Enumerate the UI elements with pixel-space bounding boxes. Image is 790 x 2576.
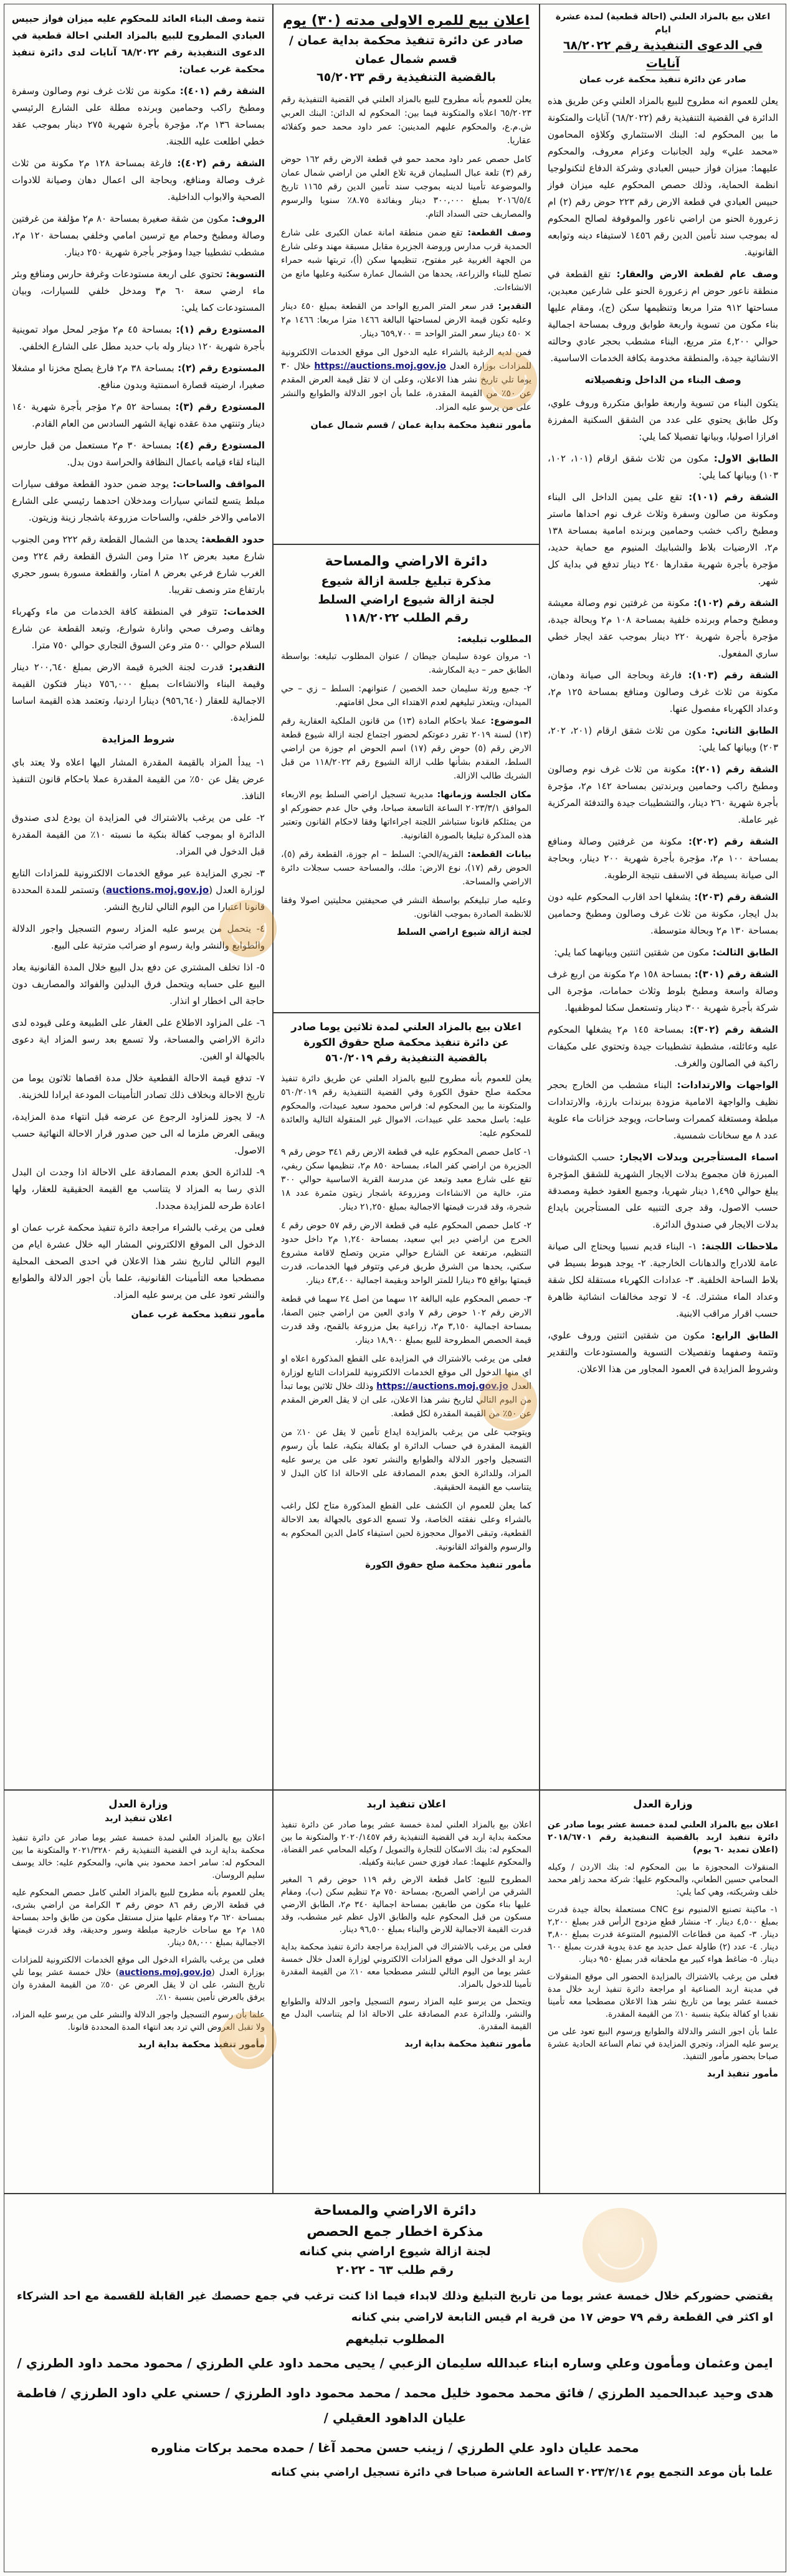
- department-name: دائرة الاراضي والمساحة: [313, 2203, 477, 2218]
- paragraph-lead: اسماء المستأجرين وبدلات الايجار:: [615, 1151, 778, 1163]
- notify-label: المطلوب تبليغه:: [457, 633, 531, 645]
- notice-paragraph: وصف عام لقطعة الارض والعقار: تقع القطعة في منطقة ناعور حوض ام زعرورة الحنو على شارعين معبدين، مساحتها ٩١٢ مترا مربعا وتنظيمها سكن (ج)، ومقام عليها بناء مكون من تسوية واربعة طوابق وروف بمساحة اجمالية حوالي ٤,٢٠٠ متر مربع، البناء مشطب بحجر عادي وحالته الانشائية جيدة، والمنطقة مخدومة بكافة الخدمات الاساسية.: [548, 268, 778, 364]
- notice-paragraph: يعلن للعموم بأنه مطروح للبيع بالمزاد العلني عن طريق دائرة تنفيذ محكمة صلح حقوق الكورة وفي القضية التنفيذية رقم ٥٦٠/٢٠١٩ والمتكونة ما بين المحكوم له: فراس محمود سعيد عبيدات، والمحكوم عليه: باسل محمد علي عبيدات، الاموال غير المنقولة التالية والعائدة للمحكوم عليه:: [281, 1074, 531, 1139]
- notice-paragraph: المطروح للبيع: كامل قطعة الارض رقم ١١٩ حوض رقم ٦ المغير الشرقي من اراضي الصريح، بمساحة ٧٥٠ م٢ تنظيم سكن (ب)، ومقام عليها بناء مكون من طابقين بمساحة اجمالية ٣٤٠ م٢، الطابق الارضي مسكون من قبل المحكوم عليه والطابق الاول عظم غير مشطب، وقد قدرت القيمة الاجمالية للارض والبناء بمبلغ ٩٦,٥٠٠ دينار.: [281, 1874, 531, 1934]
- notice-paragraph: ١- يبدأ المزاد بالقيمة المقدرة المشار اليها اعلاه ولا يعتد باي عرض يقل عن ٥٠٪ من القيمة المقدرة عملا باحكام قانون التنفيذ النافذ.: [12, 757, 265, 802]
- notice-title-line: اعلان بيع بالمزاد العلني لمدة ثلاثين يوما صادر: [291, 1021, 521, 1033]
- paragraph-lead: ملاحظات اللجنة:: [697, 1240, 778, 1252]
- notice-paragraph: اعلان بيع بالمزاد العلني لمدة خمسة عشر يوما صادر عن دائرة تنفيذ محكمة بداية اربد في القضية التنفيذية رقم ٢٠٢٠/١٤٥٧ والمتكونة ما بين المحكوم له: بنك الاسكان للتجارة والتمويل / وكيله المحامي عمر القضاة، والمحكوم عليهما: عماد فوزي حسن عبابنة وكفيله.: [281, 1819, 531, 1867]
- paragraph-lead: مكان الجلسة وزمانها:: [433, 790, 531, 800]
- notice-paragraph: الواجهات والارتدادات: البناء مشطب من الخارج بحجر نظيف والواجهة الامامية مزودة ببرندات بارزة، والارتدادات مبلطة ومستغلة كممرات وساحات، ويوجد خزانات ماء علوية عدد ٨ مع سخانات شمسية.: [548, 1079, 778, 1141]
- notice-paragraph: الشقة رقم (٢٠١): مكونة من ثلاث غرف نوم وصالون ومطبخ راكب وحمامين وبرندتين بمساحة ١٤٢ م٢، مؤجرة بأجرة شهرية ٢٦٠ دينار، والتشطيبات جيدة والتدفئة المركزية غير عاملة.: [548, 763, 779, 825]
- notice-paragraph: فمن لديه الرغبة بالشراء عليه الدخول الى موقع الخدمات الالكترونية للمزادات بوزارة العدل https://auctions.moj.gov.jo خلال ٣٠ يوما تلي تاريخ نشر هذا الاعلان، وعلى ان لا تقل قيمة العرض المقدم عن ٥٠٪ من القيمة المقدرة، علما بأن اجور الدلالة والطوابع والنشر على من يرسو عليه المزاد.: [281, 348, 531, 413]
- notice-paragraph: الشقة رقم (١٠٢): مكونة من غرفتين نوم وصالة معيشة ومطبخ وحمام وبرنده خلفية بمساحة ١٠٨ م٢ وبحالة جيدة، مؤجرة بأجرة شهرية ٢٢٠ دينار بموجب عقد ايجار خطي ساري المفعول.: [548, 597, 779, 659]
- notice-paragraph: الشقة رقم (٣٠٢): بمساحة ١٤٥ م٢ يشغلها المحكوم عليه وعائلته، مشطبة تشطيبات جيدة وتحتوي على مكيفات راكبة في الصالون والغرف.: [548, 1023, 778, 1069]
- paragraph-lead: الروف:: [228, 213, 265, 224]
- notice-paragraph: علما بأن رسوم التسجيل واجور الدلالة والنشر على من يرسو عليه المزاد، ولا تقبل العروض التي ترد بعد انتهاء المدة المحددة قانونا.: [12, 2009, 265, 2032]
- notice-body: [281, 1072, 531, 1554]
- notice-paragraph: الروف: مكون من شقة صغيرة بمساحة ٨٠ م٢ مؤلفة من غرفتين وصالة ومطبخ وحمام مع ترسين امامي وخلفي بمساحة ١٢٠ م٢، مشطب تشطيبا جيدا ومؤجر بأجرة شهرية ٢٥٠ دينار.: [12, 213, 265, 258]
- name-line: ايمن وعثمان ومأمون وعلي وساره ابناء عبدالله سليمان الزعبي / يحيى محمد داود علي الطرزي / محمود محمد داود الطرزي /: [17, 2355, 773, 2370]
- notice-paragraph: اسماء المستأجرين وبدلات الايجار: حسب الكشوفات المبرزة فان مجموع بدلات الايجار الشهرية للشقق المؤجرة يبلغ حوالي ١,٤٩٥ دينار شهريا، وجميع العقود خطية ومصدقة حسب الاصول، وقد جرى التنبيه على المستأجرين بايداع بدلات الايجار في صندوق الدائرة.: [548, 1151, 778, 1230]
- notice-header: [12, 2200, 778, 2280]
- notice-issuer: صادر عن دائرة تنفيذ محكمة غرب عمان: [579, 74, 746, 85]
- notice-paragraph: ٨- لا يجوز للمزاود الرجوع عن عرضه قبل انتهاء مدة المزايدة، ويبقى العرض ملزما له الى حين صدور قرار الاحالة النهائية حسب الاصول.: [12, 1111, 265, 1156]
- notice-west-amman-continuation: [4, 4, 273, 1790]
- paragraph-lead: الطابق الاول:: [708, 452, 778, 464]
- notice-type: اعلان تنفيذ اربد: [366, 1798, 446, 1810]
- notice-paragraph: ٢- على من يرغب بالاشتراك في المزايدة ان يودع لدى صندوق الدائرة او بموجب كفالة بنكية ما نسبته ١٠٪ من القيمة المقدرة قبل الدخول في المزاد.: [12, 812, 265, 857]
- notice-paragraph: بيانات القطعة: القرية/الحي: السلط – ام جوزة، القطعة رقم (٥)، الحوض رقم (١٧)، نوع الارض: ملك، والمساحة حسب سجلات دائرة الاراضي والمساحة.: [281, 850, 531, 888]
- notice-paragraph: الخدمات: تتوفر في المنطقة كافة الخدمات من ماء وكهرباء وهاتف وصرف صحي وانارة شوارع، وتبعد القطعة عن شارع السلام حوالي ٥٠٠ متر وعن السوق التجاري حوالي ٧٥٠ مترا.: [12, 606, 265, 651]
- notice-justice-irbid-3: [540, 1790, 786, 2194]
- auction-site-link[interactable]: https://auctions.moj.gov.jo: [314, 361, 447, 372]
- paragraph-lead: الشقة رقم (١٠٣):: [682, 669, 779, 681]
- notice-north-amman-auction: [273, 4, 540, 544]
- notice-paragraph: الشقة رقم (٢٠٢): مكونة من غرفتين وصالة ومنافع بمساحة ١٠٠ م٢، مؤجرة بأجرة شهرية ٢٠٠ دينار، وبحاجة الى صيانة بسيطة في الاسقف نتيجة الرطوبة.: [548, 835, 779, 881]
- name-line: محمد عليان داود علي الطرزي / زينب حسن محمد آغا / حمده محمد بركات مناوره: [151, 2440, 639, 2455]
- auction-site-link[interactable]: auctions.moj.gov.jo: [118, 1967, 212, 1977]
- notice-salt-partition-session: [273, 544, 540, 1013]
- paragraph-lead: الشقة رقم (٣٠١):: [691, 968, 778, 980]
- notice-case-number: بالقضية التنفيذية رقم ٥٦٠/٢٠١٩: [325, 1051, 488, 1064]
- paragraph-lead: الشقة رقم (٢٠١):: [686, 763, 779, 775]
- notice-bani-kinana-shares: [4, 2194, 786, 2572]
- notice-header: [281, 1797, 531, 1812]
- notice-justice-irbid-2: [273, 1790, 540, 2194]
- notice-paragraph: وصف القطعة: تقع ضمن منطقة امانة عمان الكبرى على شارع الحمدية قرب مدارس وروضة الجزيرة مقابل مسبقة مهند وعلى شارع من الجهة الغربية غير مفتوح، تنظيمها سكن (أ)، تربتها شبه حمراء تصلح للبناء والزراعة، يحدها من الشمال عمارة سكنية وعليها مانع من الانشاءات.: [281, 228, 531, 293]
- notice-title-line: اعلان بيع للمره الاولى مدته (٣٠) يوم: [282, 13, 530, 29]
- notice-paragraph: تتمة وصف البناء العائد للمحكوم عليه ميزان فواز حبيس العبادي المطروح للبيع بالمزاد العلني احالة قطعية في الدعوى التنفيذية رقم ٦٨/٢٠٢٢ آنايات لدى دائرة تنفيذ محكمة غرب عمان:: [12, 13, 265, 75]
- notice-paragraph: وعليه صار تبليغكم بواسطة النشر في صحيفتين محليتين اصولا وفقا للانظمة الصادرة بموجب القانون.: [281, 896, 531, 920]
- notice-paragraph: التسوية: تحتوي على اربعة مستودعات وغرفة حارس ومنافع وبئر ماء ارضي سعة ٦٠ م٣ ومدخل خلفي للسيارات، وبيان المستودعات كما يلي:: [12, 268, 265, 313]
- paragraph-lead: المستودع رقم (٤):: [171, 440, 265, 451]
- paragraph-lead: الشقة رقم (٤٠١):: [176, 85, 265, 97]
- auction-site-link[interactable]: https://auctions.moj.gov.jo: [376, 1381, 508, 1392]
- signature: مأمور تنفيذ محكمة بداية عمان / قسم شمال عمان: [310, 420, 531, 431]
- notice-intro: يقتضي حضوركم خلال خمسة عشر يوما من تاريخ التبليغ وذلك لابداء فيما اذا كنت ترغب في جمع حصصك غير القابلة للقسمة مع احد الشركاء او اكثر في القطعة رقم ٧٩ حوض ١٧ من قرية ام قيس التابعة لاراضي بني كنانه: [17, 2290, 773, 2324]
- paragraph-lead: المستودع رقم (٣):: [171, 401, 265, 412]
- notice-paragraph: الطابق الثاني: مكون من ثلاث شقق ارقام (٢٠١، ٢٠٢، ٢٠٣) وبيانها كما يلي:: [548, 724, 779, 753]
- ministry-name: وزارة العدل: [633, 1798, 693, 1810]
- notice-paragraph: فعلى من يرغب بالشراء مراجعة دائرة تنفيذ محكمة غرب عمان او الدخول الى الموقع الالكتروني المشار اليه خلال عشرة ايام من اليوم التالي لتاريخ نشر هذا الاعلان في احدى الصحف المحلية مصطحبا معه التأمينات القانونية، علما بأن اجور الدلالة والطوابع والنشر تعود على من يرسو عليه المزاد.: [12, 1222, 265, 1300]
- notice-paragraph: ٩- للدائرة الحق بعدم المصادقة على الاحالة اذا وجدت ان البدل الذي رسا به المزاد لا يتناسب مع القيمة الحقيقية للعقار، ولها اعادة طرحه للمزايدة مجددا.: [12, 1167, 265, 1211]
- name-line: هدى وحيد عبدالحميد الطرزي / فائق محمد محمود خليل محمد / محمد محمود داود الطرزي / حسني علي داود الطرزي / فاطمة عليان الداهود العقيلي /: [16, 2385, 774, 2425]
- notice-paragraph: ٣- تجري المزايدة عبر موقع الخدمات الالكترونية للمزادات التابع لوزارة العدل (auctions.moj.gov.jo) وتستمر للمدة المحددة قانونا اعتبارا من اليوم التالي لتاريخ النشر.: [12, 868, 265, 912]
- notice-paragraph: فعلى من يرغب بالاشتراك في المزايدة مراجعة دائرة تنفيذ محكمة بداية اربد او الدخول الى موقع المزادات الالكتروني لوزارة العدل خلال خمسة عشر يوما من اليوم التالي للنشر مصطحبا معه ١٠٪ من القيمة المقدرة تأمينا للدخول بالمزاد.: [281, 1941, 531, 1989]
- paragraph-lead: المواقف والساحات:: [168, 478, 265, 490]
- notice-type: مذكرة تبليغ جلسة ازالة شيوع: [321, 574, 492, 589]
- notice-paragraph: ويتحمل من يرسو عليه المزاد رسوم التسجيل واجور الدلالة والطوابع والنشر، وللدائرة عدم المصادقة على الاحالة اذا لم يتناسب البدل مع القيمة المقدرة.: [281, 1996, 531, 2032]
- notice-paragraph: يعلن للعموم بأنه مطروح للبيع بالمزاد العلني في القضية التنفيذية رقم ٦٥/٢٠٢٣ اعلاه والمتكونة فيما بين: المحكوم له الدائن: البنك العربي ش.م.ع، والمحكوم عليهم المدينين: عمر داود محمد حمو وكفلائه عقاريا.: [281, 95, 531, 146]
- notice-paragraph: المستودع رقم (٤): بمساحة ٣٠ م٢ مستعمل من قبل حارس البناء لقاء قيامه باعمال النظافة والحراسة دون بدل.: [12, 440, 265, 468]
- paragraph-lead: وصف عام لقطعة الارض والعقار:: [611, 268, 778, 280]
- ministry-name: وزارة العدل: [108, 1798, 168, 1810]
- paragraph-lead: الطابق الثاني:: [706, 724, 779, 736]
- notice-header: [548, 1797, 778, 1812]
- paragraph-lead: وصف القطعة:: [462, 228, 531, 239]
- notice-paragraph: ٢- كامل حصص المحكوم عليه في قطعة الارض رقم ٥٧ حوض رقم ٤ الحرج من اراضي دير ابي سعيد، بمساحة ١,٢٤٠ م٢ داخل حدود التنظيم، مرتفعة عن الشارع حوالي مترين وتصلح لاقامة مشروع سكني، يحدها من الشرق طريق فرعي وتتوفر فيها الخدمات، قدرت قيمتها بواقع ٣٥ دينارا للمتر الواحد وبقيمة اجمالية ٤٣,٤٠٠ دينار.: [281, 1221, 532, 1286]
- paragraph-lead: الشقة رقم (٢٠٣):: [690, 891, 778, 902]
- notify-subhead: المطلوب تبليغهم: [345, 2332, 445, 2347]
- notice-paragraph: فعلى من يرغب بالاشتراك في المزايدة على القطع المذكورة اعلاه او اي منها الدخول الى موقع الخدمات الالكترونية للمزادات التابع لوزارة العدل https://auctions.moj.gov.jo وذلك خلال ثلاثين يوما تبدأ من اليوم التالي لتاريخ نشر هذا الاعلان، على ان لا يقل العرض المقدم عن ٥٠٪ من القيمة المقدرة لكل قطعة.: [281, 1354, 531, 1419]
- meeting-date-line: علما بأن موعد التجمع يوم ٢٠٢٣/٢/١٤ الساعة العاشرة صباحا في دائرة تسجيل اراضي بني كنانه: [270, 2466, 773, 2479]
- paragraph-lead: بيانات القطعة:: [463, 850, 531, 860]
- notice-paragraph: الشقة رقم (١٠١): تقع على يمين الداخل الى البناء ومكونة من صالون وسفرة وثلاث غرف نوم احداها ماستر ومطبخ راكب خشب وحمامين وبرنده امامية بمساحة ١٣٨ م٢، الارضيات بلاط والشبابيك المنيوم مع حماية حديد، مؤجرة بأجرة شهرية مقدارها ٢٤٠ دينار تدفع في بداية كل شهر.: [548, 491, 779, 587]
- notice-paragraph: التقدير: قدرت لجنة الخبرة قيمة الارض بمبلغ ٢٠٠,٦٤٠ دينار وقيمة البناء والانشاءات بمبلغ ٧٥٦,٠٠٠ دينار فتكون القيمة الاجمالية للعقار (٩٥٦,٦٤٠) دينارا اردنيا، وتعتمد هذه القيمة اساسا للمزايدة.: [12, 661, 265, 723]
- notice-header: [12, 1797, 265, 1825]
- notice-body: [12, 1832, 265, 2034]
- notice-paragraph: الطابق الاول: مكون من ثلاث شقق ارقام (١٠١، ١٠٢، ١٠٣) وبيانها كما يلي:: [548, 452, 778, 481]
- paragraph-lead: التقدير:: [223, 661, 265, 673]
- notice-paragraph: ١- ماكينة تصنيع الالمنيوم نوع CNC مستعملة بحالة جيدة قدرت بمبلغ ٤,٥٠٠ دينار. ٢- منشار قطع مزدوج الرأس قدر بمبلغ ٢,٢٠٠ دينار. ٣- كمية من قطاعات الالمنيوم المتنوعة قدرت بمبلغ ٣,٨٠٠ دينار. ٤- عدد (٢) طاولة عمل حديد مع عدة يدوية قدرت بمبلغ ٦٠٠ دينار. ٥- ضاغط هواء كبير مع ملحقاته قدر بمبلغ ٩٥٠ دينار.: [548, 1904, 779, 1964]
- paragraph-lead: الشقة رقم (٣٠٢):: [683, 1023, 778, 1035]
- request-number: رقم الطلب ١١٨/٢٠٢٢: [344, 610, 469, 625]
- paragraph-lead: الشقة رقم (١٠١):: [682, 491, 778, 503]
- notice-header: [281, 1020, 531, 1066]
- paragraph-lead: التسوية:: [222, 268, 265, 280]
- notice-paragraph: الشقة رقم (١٠٣): فارغة وبحاجة الى صيانة ودهان، مكونة من ثلاث غرف وصالون ومنافع بمساحة ١٢٥ م٢، وعداد الكهرباء مفصول عنها.: [548, 669, 779, 714]
- signature: مأمور تنفيذ محكمة غرب عمان: [131, 1310, 265, 1320]
- notice-paragraph: المستودع رقم (٢): بمساحة ٣٨ م٢ فارغ يصلح مخزنا او مشغلا صغيرا، ارضيته قصارة اسمنتية وبدون منافع.: [12, 362, 265, 391]
- notice-paragraph: الموضوع: عملا باحكام المادة (١٣) من قانون الملكية العقارية رقم (١٣) لسنة ٢٠١٩ تقرر دعوتكم لحضور اجتماع لجنة ازالة شيوع قطعة الارض رقم (٥) حوض رقم (١٧) اسم الحوض ام جوزة من اراضي السلط، المقدم بشأنها طلب ازالة الشيوع رقم ١١٨/٢٠٢٢ من قبل الشريك طالب الازالة.: [281, 716, 532, 782]
- notice-paragraph: ٦- على المزاود الاطلاع على العقار على الطبيعة وعلى قيوده لدى دائرة الاراضي والمساحة، ولا تسمع بعد رسو المزاد اية دعوى بالجهالة او الغبن.: [12, 1017, 265, 1062]
- paragraph-lead: المستودع رقم (٢):: [174, 362, 265, 374]
- notice-paragraph: اعلان بيع بالمزاد العلني لمدة خمسة عشر يوما صادر عن دائرة تنفيذ محكمة بداية اربد في القضية التنفيذية رقم ٢٠٢١/٣٢٨٠ والمتكونة ما بين المحكوم له: سامر احمد محمود بني هاني، والمحكوم عليه: خالد يوسف سليم الروسان.: [12, 1832, 265, 1880]
- notice-paragraph: كما يعلن للعموم ان الكشف على القطع المذكورة متاح لكل راغب بالشراء وعلى نفقته الخاصة، ولا تسمع الدعوى بالجهالة بعد الاحالة القطعية، وتبقى الاموال محجوزة لحين استيفاء كامل الدين المحكوم به والرسوم والفوائد القانونية.: [281, 1501, 531, 1553]
- notice-justice-irbid-1: [4, 1790, 273, 2194]
- notice-paragraph: ٣- حصص المحكوم عليه البالغة ١٢ سهما من اصل ٢٤ سهما في قطعة الارض رقم ١٠٢ حوض رقم ٧ وادي العين من اراضي جنين الصفا، بمساحة اجمالية ٣,١٥٠ م٢، زراعية بعل مزروعة بالقمح، وقد قدرت قيمة الحصص المطروحة للبيع بمبلغ ١٨,٩٠٠ دينار.: [281, 1294, 532, 1346]
- notice-type: مذكرة اخطار جمع الحصص: [307, 2224, 483, 2240]
- paragraph-lead: الشقة رقم (٤٠٢):: [171, 158, 265, 169]
- committee-name: لجنة ازالة شيوع اراضي بني كنانه: [299, 2245, 491, 2259]
- paragraph-lead: الشقة رقم (٢٠٢):: [682, 835, 779, 847]
- paragraph-lead: التقدير:: [493, 301, 531, 312]
- notice-paragraph: فعلى من يرغب بالشراء الدخول الى موقع الخدمات الالكترونية للمزادات بوزارة العدل (auctions.moj.gov.jo) خلال خمسة عشر يوما تلي تاريخ النشر، على ان لا يقل العرض عن ٥٠٪ من القيمة المقدرة وان يرفق بالعرض تأمين بنسبة ١٠٪.: [12, 1954, 265, 2002]
- paragraph-lead: الواجهات والارتدادات:: [672, 1079, 778, 1091]
- paragraph-lead: الخدمات:: [217, 606, 265, 617]
- department-name: دائرة الاراضي والمساحة: [325, 554, 488, 569]
- paragraph-lead: الشقة رقم (١٠٢):: [689, 597, 779, 608]
- notice-paragraph: ١- مروان عودة سليمان جيطان / عنوان المطلوب تبليغه: بواسطة الطابق حمر – دية المكارشة.: [281, 651, 531, 676]
- notice-body: [281, 1819, 531, 2033]
- notice-paragraph: المستودع رقم (٣): بمساحة ٥٢ م٢ مؤجر بأجرة شهرية ١٤٠ دينار وتنتهي مدة عقده نهاية الشهر السادس من العام القادم.: [12, 401, 265, 429]
- notice-body: [12, 11, 265, 1304]
- notice-case-number: في الدعوى التنفيذية رقم ٦٨/٢٠٢٢ آنايات: [563, 39, 763, 71]
- notice-paragraph: ٧- تدفع قيمة الاحالة القطعية خلال مدة اقصاها ثلاثون يوما من تاريخ الاحالة وبخلاف ذلك تصادر التأمينات المودعة ايرادا للخزينة.: [12, 1073, 265, 1101]
- notice-body: [548, 1819, 778, 2063]
- notice-paragraph: الشقة رقم (٤٠٢): فارغة بمساحة ١٢٨ م٢ مكونة من ثلاث غرف وصالة ومنافع، وبحاجة الى اعمال دهان وصيانة للادوات الصحية والابواب الداخلية.: [12, 158, 265, 202]
- paragraph-lead: الطابق الثالث:: [709, 946, 778, 958]
- notice-paragraph: ٢- جميع ورثة سليمان حمد الخصين / عنوانهم: السلط – زي – حي الميدان، ويتعذر تبليغهم لعدم الاهتداء الى محل اقامتهم.: [281, 684, 531, 708]
- notice-paragraph: الطابق الرابع: مكون من شقتين اثنتين وروف علوي، وتتمة وصفهما وتفصيلات التسوية والمستودعات والتقدير وشروط المزايدة في العمود المجاور من هذا الاعلان.: [548, 1329, 778, 1375]
- request-number: رقم طلب ٦٣ - ٢٠٢٢: [336, 2263, 454, 2277]
- notice-paragraph: الطابق الثالث: مكون من شقتين اثنتين وبيانهما كما يلي:: [554, 946, 778, 958]
- notice-header: [281, 551, 531, 627]
- notice-case-number: بالقضية التنفيذية رقم ٦٥/٢٠٢٣: [316, 70, 496, 84]
- notice-body: [281, 93, 531, 414]
- notice-paragraph: ٤- يتحمل من يرسو عليه المزاد رسوم التسجيل واجور الدلالة والطوابع والنشر واية رسوم او ضرائب مترتبة على البيع.: [12, 923, 265, 951]
- notice-paragraph: ٥- اذا تخلف المشتري عن دفع بدل البيع خلال المدة القانونية يعاد البيع على حسابه ويتحمل فرق البدلين والفوائد والمصاريف دون حاجة الى اخطار او انذار.: [12, 962, 265, 1006]
- notice-paragraph: اعلان بيع بالمزاد العلني لمدة خمسة عشر يوما صادر عن دائرة تنفيذ اربد بالقضية التنفيذية رقم ٢٠١٨/٦٧٠١ (اعلان تمديد ٦٠ يوم): [548, 1819, 778, 1855]
- notice-paragraph: ١- كامل حصص المحكوم عليه في قطعة الارض رقم ٣٤١ حوض رقم ٩ الجزيرة من اراضي كفر الماء، بمساحة ٨٥٠ م٢، تنظيمها سكن ريفي، تقع على شارع معبد وتبعد عن مدرسة القرية الاساسية حوالي ٣٠٠ متر، خالية من الانشاءات ومزروعة باشجار زيتون مثمرة عدد ١٨ شجرة، وقد قدرت قيمتها الاجمالية بمبلغ ٢١,٢٥٠ دينار.: [281, 1147, 531, 1213]
- notice-header: [281, 11, 531, 87]
- signature: مأمور تنفيذ محكمة بداية اربد: [404, 2039, 531, 2049]
- paragraph-lead: الموضوع:: [486, 716, 531, 727]
- notice-paragraph: التقدير: قدر سعر المتر المربع الواحد من القطعة بمبلغ ٤٥٠ دينار وعليه تكون قيمة الارض لمساحتها البالغة ١٤٦٦ مترا مربعا: ١٤٦٦ م٢ × ٤٥٠ دينار سعر المتر الواحد = ٦٥٩,٧٠٠ دينار.: [281, 301, 531, 339]
- notice-issuer: صادر عن دائرة تنفيذ محكمة بداية عمان /: [288, 34, 524, 48]
- notice-title-line: اعلان بيع بالمزاد العلني (احالة قطعية) لمدة عشرة ايام: [555, 12, 771, 35]
- notice-paragraph: مكان الجلسة وزمانها: مديرية تسجيل اراضي السلط يوم الاربعاء الموافق ٢٠٢٣/٣/١ الساعة التاسعة صباحا، وفي حال عدم حضوركم او من يمثلكم قانونا ستباشر اللجنة اجراءاتها وفقا لاحكام القانون وتعتبر هذه المذكرة تبليغا بالصورة القانونية.: [281, 790, 531, 841]
- notice-header: [548, 11, 778, 87]
- notice-koura-auction: [273, 1013, 540, 1790]
- notice-paragraph: فعلى من يرغب بالاشتراك بالمزايدة الحضور الى موقع المنقولات في مدينة اربد الصناعية او مراجعة دائرة تنفيذ اربد خلال مدة خمسة عشر يوما من تاريخ نشر هذا الاعلان مصطحبا معه تأمينا نقديا او كفالة بنكية بنسبة ١٠٪ من القيمة المقدرة.: [548, 1971, 778, 2019]
- notice-paragraph: حدود القطعة: يحدها من الشمال القطعة رقم ٢٢٢ ومن الجنوب شارع معبد بعرض ١٢ مترا ومن الشرق القطعة رقم ٢٢٤ ومن الغرب شارع فرعي بعرض ٨ امتار، والقطعة مسورة بسور حجري بارتفاع متر ونصف تقريبا.: [12, 534, 265, 595]
- auction-site-link[interactable]: auctions.moj.gov.jo: [106, 884, 209, 896]
- notice-paragraph: كامل حصص عمر داود محمد حمو في قطعة الارض رقم ١٦٢ حوض رقم (٣) تلعة عبال السليمان قرية تلاع العلي من اراضي شمال عمان والموضوعة تأمينا لدينه بموجب سند تأمين الدين رقم ١١٦٥ تاريخ ٢٠١٦/٥/٤ بمبلغ ٣٠٠,٠٠٠ دينار وبفائدة ٨.٧٥٪ سنويا والرسوم والمصاريف حتى السداد التام.: [281, 154, 532, 220]
- notice-paragraph: الشقة رقم (٤٠١): مكونة من ثلاث غرف نوم وصالون وسفرة ومطبخ راكب وحمامين وبرنده مطلة على الشارع الرئيسي بمساحة ١٣٦ م٢، مؤجرة بأجرة شهرية ٢٧٥ دينار بموجب عقد خطي اطلعت عليه اللجنة.: [12, 85, 265, 147]
- paragraph-lead: الطابق الرابع:: [705, 1329, 778, 1341]
- signature: مأمور تنفيذ محكمة صلح حقوق الكورة: [365, 1560, 531, 1571]
- paragraph-lead: المستودع رقم (١):: [171, 324, 265, 335]
- notice-type: اعلان تنفيذ اربد: [105, 1813, 172, 1824]
- notice-paragraph: يتكون البناء من تسوية واربعة طوابق متكررة وروف علوي، وكل طابق يحتوي على عدد من الشقق السكنية المفرزة افرازا اصوليا، وبيانها تفصيلا كما يلي:: [548, 397, 778, 442]
- notice-paragraph: الشقة رقم (٣٠١): بمساحة ١٥٨ م٢ مكونة من اربع غرف وصالة واسعة ومطبخ بلوط وثلاث حمامات، مؤجرة الى شركة بأجرة شهرية ٣٠٠ دينار وتستعمل سكنا لموظفيها.: [548, 968, 778, 1013]
- notice-paragraph: ويتوجب على من يرغب بالمزايدة ايداع تأمين لا يقل عن ١٠٪ من القيمة المقدرة في حساب الدائرة او بكفالة بنكية، علما بأن رسوم التسجيل واجور الدلالة والطوابع والنشر تعود على من يرسو عليه المزاد، وللدائرة الحق بعدم المصادقة على الاحالة اذا كان البدل لا يتناسب مع القيمة الحقيقية.: [281, 1428, 531, 1493]
- notice-paragraph: المواقف والساحات: يوجد ضمن حدود القطعة موقف سيارات مبلط يتسع لثماني سيارات ومدخلان احدهما رئيسي على الشارع الامامي والاخر خلفي، والساحات مزروعة باشجار زينة وزيتون.: [12, 478, 265, 523]
- notice-issuer-section: قسم شمال عمان: [355, 52, 457, 66]
- notice-paragraph: المستودع رقم (١): بمساحة ٤٥ م٢ مؤجر لمحل مواد تموينية بأجرة شهرية ١٢٠ دينار وله باب حديد مطل على الشارع الخلفي.: [12, 324, 265, 352]
- committee-name: لجنة ازالة شيوع اراضي السلط: [318, 592, 495, 607]
- paragraph-lead: حدود القطعة:: [198, 534, 265, 545]
- signature: مأمور تنفيذ محكمة بداية اربد: [138, 2039, 265, 2050]
- notice-paragraph: علما بأن اجور النشر والدلالة والطوابع ورسوم البيع تعود على من يرسو عليه المزاد، وتجري المزايدة في تمام الساعة الحادية عشرة صباحا بحضور مأمور التنفيذ.: [548, 2026, 778, 2062]
- notice-west-amman-auction: [540, 4, 786, 1790]
- notice-paragraph: المنقولات المحجوزة ما بين المحكوم له: بنك الاردن / وكيله المحامي حسين الطعاني، والمحكوم عليها: شركة محمد زاهر محمد خلف وشريكته، وهي كما يلي:: [548, 1862, 778, 1897]
- notice-issuer: عن دائرة تنفيذ محكمة صلح حقوق الكورة: [303, 1036, 509, 1048]
- signature: لجنة ازالة شيوع اراضي السلط: [396, 927, 531, 938]
- notice-body: [548, 93, 778, 1378]
- notice-paragraph: يعلن للعموم انه مطروح للبيع بالمزاد العلني وعن طريق هذه الدائرة في القضية التنفيذية رقم (٦٨/٢٠٢٢) آنايات والمتكونة ما بين المحكوم له: البنك الاستثماري وكلاؤه المحامون «محمد علي» وليد الجانبات وعزام معروف، والمحكوم عليهما: ميزان فواز حبيس العبادي وشركة الدفاع لتكنولوجيا انظمة الحماية، وذلك حصص المحكوم عليه ميزان فواز حبيس العبادي في قطعة الارض رقم ٢٢٣ حوض رقم (٢) ام زعرورة الحنو من اراضي ناعور والموقوفة لصالح المحكوم له بموجب سند تأمين الدين رقم ١٤٥٦ لاستيفاء دينه وتوابعه القانونية.: [548, 95, 778, 258]
- notice-paragraph: الشقة رقم (٢٠٣): يشغلها احد اقارب المحكوم عليه دون بدل ايجار، مكونة من ثلاث غرف وصالون ومطبخ وحمامين بمساحة ١٣٠ م٢ وبحالة متوسطة.: [548, 891, 778, 936]
- notice-paragraph: يعلن للعموم بأنه مطروح للبيع بالمزاد العلني كامل حصص المحكوم عليه في قطعة الارض رقم ٨٦ حوض رقم ٣ الكرامة من اراضي بشرى، بمساحة ٦٢٠ م٢ ومقام عليها منزل مستقل مكون من طابق واحد بمساحة ١٨٥ م٢ مع ساحات خارجية مبلطة وسور وحديقة، وقد قدرت قيمتها الاجمالية بمبلغ ٥٨,٠٠٠ دينار.: [12, 1887, 265, 1948]
- signature: مأمور تنفيذ اربد: [707, 2068, 778, 2079]
- names-list: [12, 2351, 778, 2460]
- section-subheading: وصف البناء من الداخل وتفصيلاته: [584, 374, 741, 386]
- section-subheading: شروط المزايدة: [102, 734, 175, 745]
- notice-paragraph: ملاحظات اللجنة: ١- البناء قديم نسبيا ويحتاج الى صيانة عامة للادراج والدهانات الخارجية. ٢- يوجد هبوط بسيط في بلاط الساحة الخلفية. ٣- عدادات الكهرباء مستقلة لكل شقة وعداد الماء مشترك. ٤- لا توجد مخالفات انشائية ظاهرة حسب اقرار مراقب الابنية.: [548, 1240, 778, 1319]
- notice-body: [281, 650, 531, 921]
